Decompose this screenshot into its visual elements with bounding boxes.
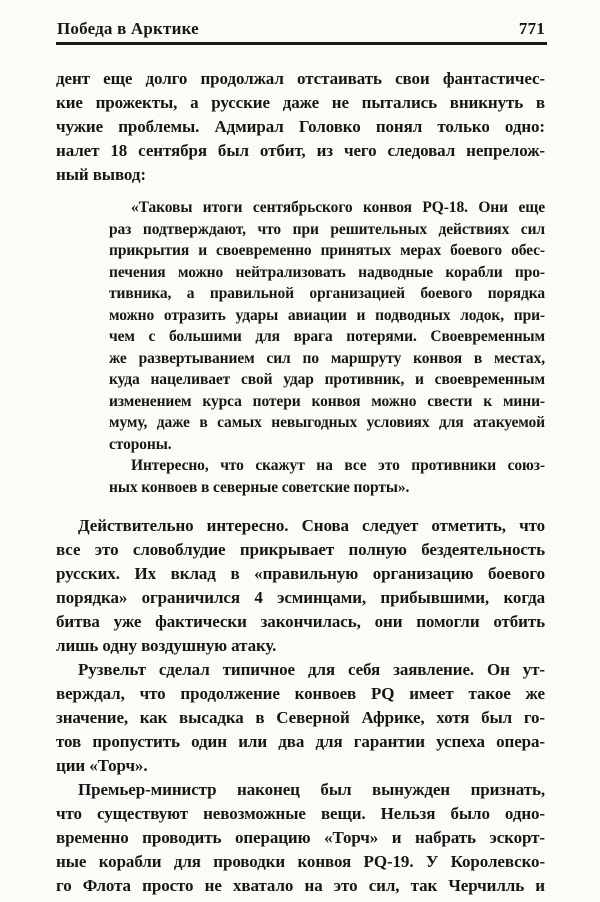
text-line: Интересно, что скажут на все это противники союз- (131, 457, 545, 474)
text-line: дент еще долго продолжал отстаивать свои фантастичес- (56, 69, 545, 88)
text-line: можно отразить удары авиации и подводных лодок, при- (109, 306, 545, 324)
text-line: изменением курса потери конвоя можно свести к мини- (109, 392, 545, 410)
text-line: го Флота просто не хватало на это сил, так Черчилль и (56, 876, 545, 895)
text-line: Рузвельт сделал типичное для себя заявление. Он ут- (78, 660, 545, 679)
text-line: что существуют невозможные вещи. Нельзя было одно- (56, 804, 545, 823)
text-line: прикрытия и своевременно принятых мерах боевого обес- (109, 242, 545, 259)
text-line: значение, как высадка в Северной Африке, хотя был го- (56, 708, 545, 727)
text-line: кие прожекты, а русские даже не пытались вникнуть в (56, 93, 545, 112)
text-line: Действительно интересно. Снова следует отметить, что (78, 516, 545, 535)
text-line: ный вывод: (56, 165, 146, 184)
text-line: лишь одну воздушную атаку. (56, 636, 277, 655)
header-rule (56, 42, 547, 45)
text-line: стороны. (109, 435, 172, 453)
text-line: ные корабли для проводки конвоя PQ-19. У Королевско- (56, 852, 545, 871)
quote-paragraph-1 (109, 197, 545, 455)
text-line: тивника, а правильной организацией боевого порядка (109, 285, 545, 302)
text-line: чем с большими для врага потерями. Своевременным (109, 328, 545, 345)
text-line: ных конвоев в северные советские порты». (109, 478, 410, 496)
text-line: Премьер-министр наконец был вынужден признать, (78, 780, 545, 799)
block-quote (109, 197, 545, 498)
text-line: чужие проблемы. Адмирал Головко понял только одно: (56, 117, 545, 136)
text-line: муму, даже в самых невыгодных условиях для атакуемой (109, 414, 545, 431)
paragraph-roosevelt (56, 658, 545, 778)
text-line: «Таковы итоги сентябрьского конвоя PQ-18. Они еще (131, 199, 545, 216)
running-header (57, 19, 545, 38)
page-title: Победа в Арктике (57, 19, 199, 38)
text-line: куда нацеливает свой удар противник, и своевременным (109, 371, 545, 388)
text-line: ции «Торч». (56, 756, 148, 775)
text-line: печения можно нейтрализовать надводные корабли про- (109, 263, 545, 281)
text-line: раз подтверждают, что при решительных действиях сил (109, 220, 545, 238)
text-line: временно проводить операцию «Торч» и набрать эскорт- (56, 828, 545, 847)
text-line: русских. Их вклад в «правильную организацию боевого (56, 564, 545, 583)
quote-paragraph-2 (109, 455, 545, 498)
text-line: верждал, что продолжение конвоев PQ имеет такое же (56, 684, 545, 703)
text-line: же развертыванием сил по маршруту конвоя в местах, (109, 349, 545, 367)
text-line: тов пропустить один или два для гарантии успеха опера- (56, 732, 545, 751)
paragraph-opening (56, 67, 545, 187)
page-body (56, 67, 545, 898)
text-line: битва уже фактически закончилась, они помогли отбить (56, 612, 545, 631)
text-line: налет 18 сентября был отбит, из чего следовал непрелож- (56, 141, 545, 160)
paragraph-premier (56, 778, 545, 898)
page-number: 771 (518, 19, 545, 38)
text-line: все это словоблудие прикрывает полную бездеятельность (56, 540, 545, 559)
paragraph-commentary (56, 514, 545, 658)
text-line: порядка» ограничился 4 эсминцами, прибывшими, когда (56, 588, 545, 607)
